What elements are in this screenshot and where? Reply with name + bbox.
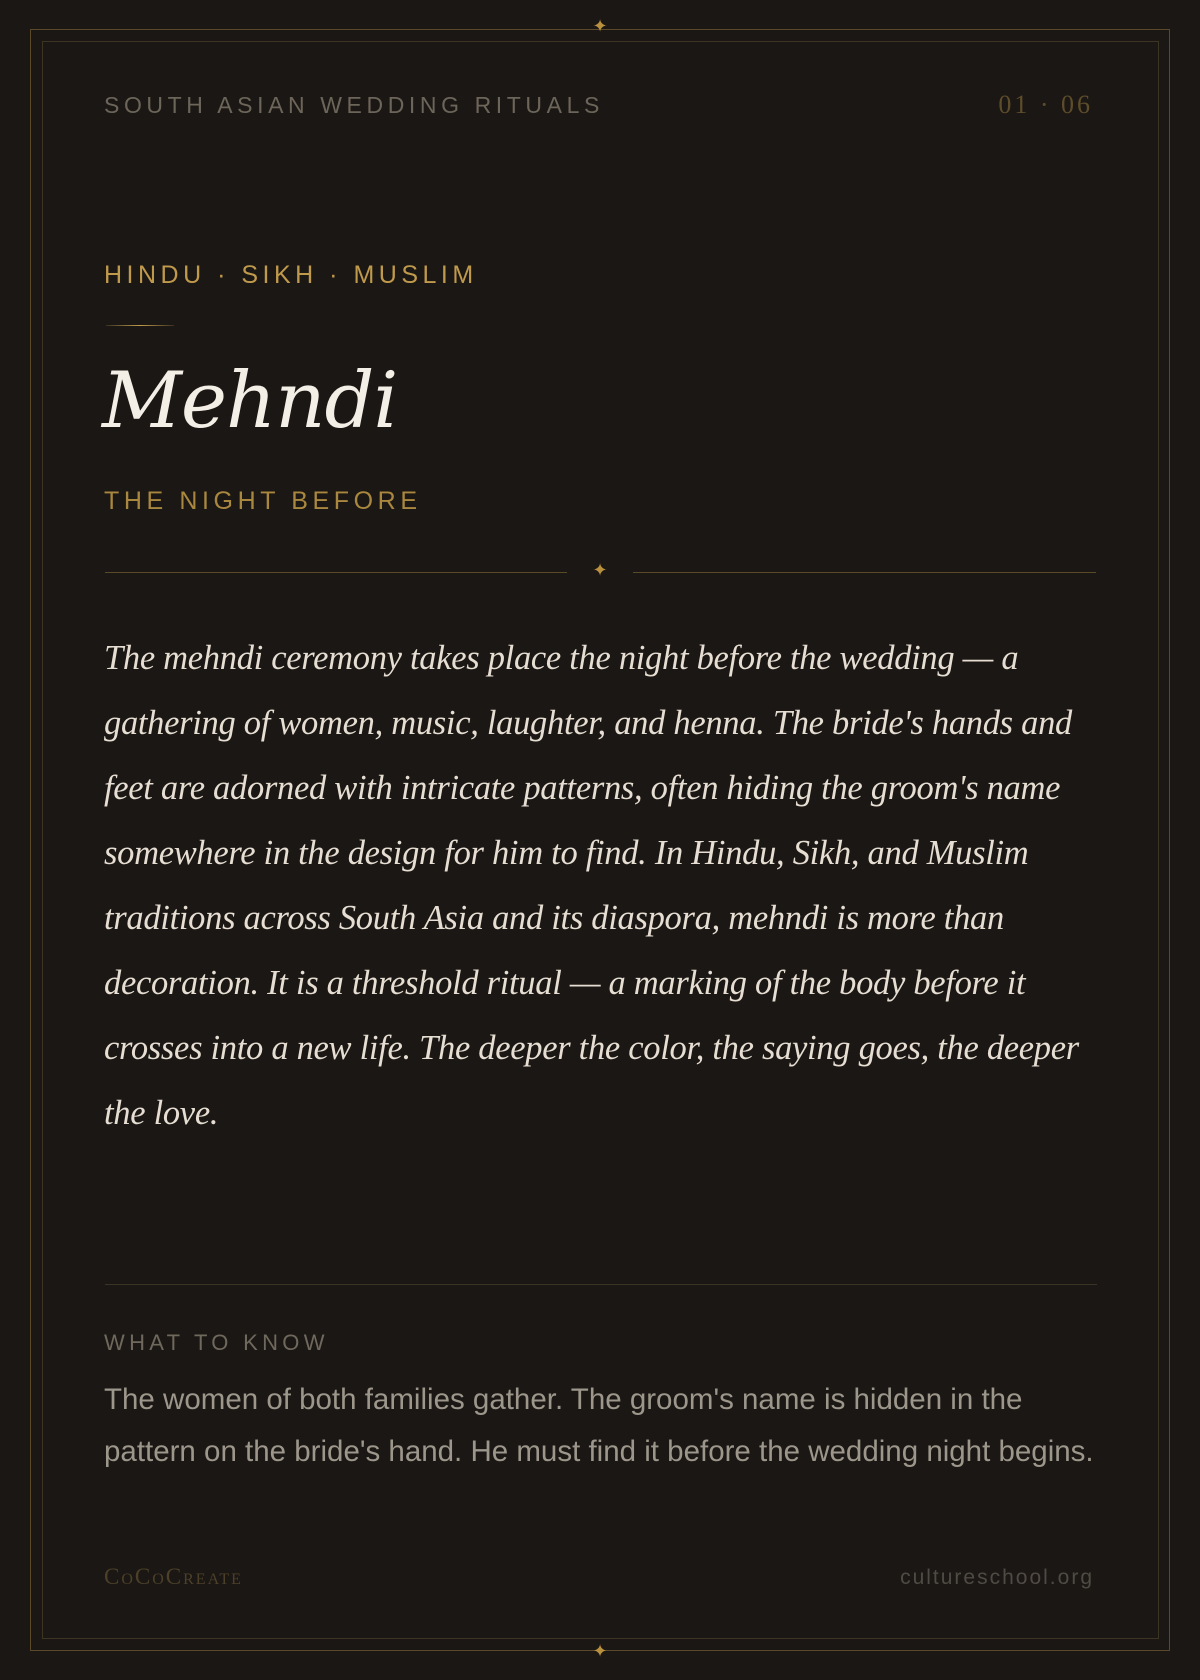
bottom-star-ornament-icon: ✦ bbox=[592, 1641, 608, 1662]
what-to-know-text: The women of both families gather. The groom's name is hidden in the pattern on the bride's hand. He must find it before the wedding night begins. bbox=[104, 1383, 1094, 1468]
ritual-title: Mehndi bbox=[102, 356, 398, 446]
brand-logo: CoCoCreate bbox=[104, 1564, 243, 1589]
divider-right bbox=[633, 572, 1096, 573]
section-divider bbox=[105, 1284, 1097, 1285]
what-to-know-label: WHAT TO KNOW bbox=[104, 1330, 329, 1355]
website-link[interactable]: cultureschool.org bbox=[900, 1566, 1094, 1589]
ritual-description: The mehndi ceremony takes place the night before the wedding — a gathering of women, music, laughter, and henna. The bride's hands and feet are adorned with intricate patterns, often hiding the groom's name somewhere in the design for him to find. In Hindu, Sikh, and Muslim traditions across South Asia and its diaspora, mehndi is more than decoration. It is a threshold ritual — a marking of the body before it crosses into a new life. The deeper the color, the saying goes, the deeper the love. bbox=[104, 639, 1079, 1132]
traditions-label: HINDU · SIKH · MUSLIM bbox=[104, 261, 478, 289]
accent-rule bbox=[106, 325, 174, 326]
page-indicator: 01 · 06 bbox=[998, 90, 1093, 119]
divider-star-icon: ✦ bbox=[592, 560, 608, 581]
series-title: SOUTH ASIAN WEDDING RITUALS bbox=[104, 92, 604, 118]
top-star-ornament-icon: ✦ bbox=[592, 16, 608, 37]
divider-left bbox=[105, 572, 567, 573]
ritual-subtitle: THE NIGHT BEFORE bbox=[104, 487, 422, 515]
